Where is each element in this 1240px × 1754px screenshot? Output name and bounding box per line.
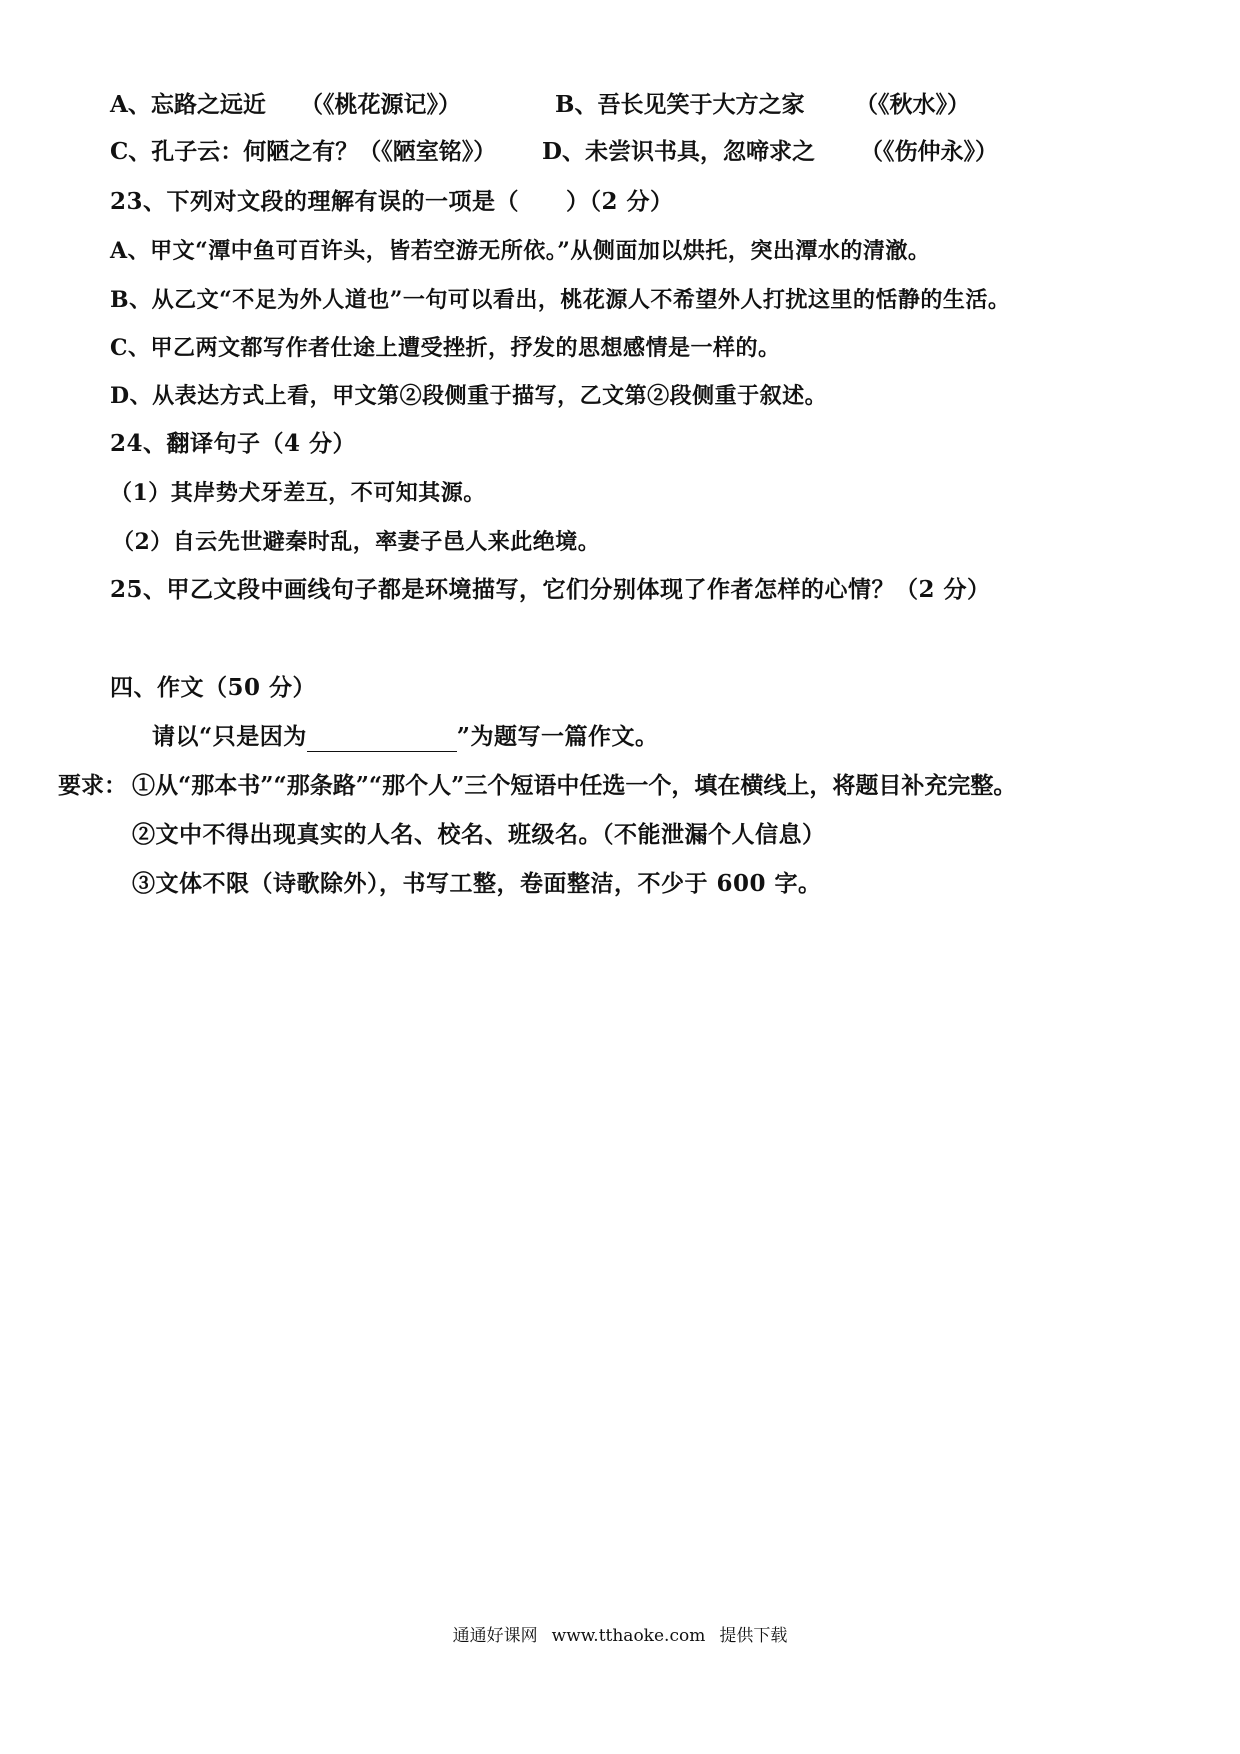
- essay-prompt: [152, 722, 658, 752]
- essay-prompt-after: ”为题写一篇作文。: [456, 723, 659, 750]
- q22-option-row-cd: [110, 137, 1210, 167]
- essay-title-blank: [307, 727, 457, 752]
- page-footer: [0, 1625, 1240, 1647]
- q22-option-b-text: B、吾长见笑于大方之家: [555, 91, 805, 118]
- q24-stem: 24、翻译句子（4 分）: [110, 430, 357, 457]
- q24-item-1: （1）其岸势犬牙差互，不可知其源。: [110, 480, 486, 506]
- q22-option-a-source: （《桃花源记》）: [300, 91, 461, 118]
- footer-tail: 提供下载: [719, 1626, 788, 1646]
- q22-option-d-source: （《伤仲永》）: [860, 138, 998, 165]
- q23-option-b: B、从乙文“不足为外人道也”一句可以看出，桃花源人不希望外人打扰这里的恬静的生活。: [110, 287, 1011, 313]
- essay-requirement-3: ③文体不限（诗歌除外），书写工整，卷面整洁，不少于 600 字。: [132, 870, 822, 897]
- essay-prompt-before: 请以“只是因为: [152, 723, 307, 750]
- essay-requirement-1-row: [58, 771, 1208, 801]
- q23-stem: 23、下列对文段的理解有误的一项是（ ）（2 分）: [110, 188, 674, 215]
- q22-option-a-text: A、忘路之远近: [110, 91, 266, 118]
- q22-option-row-ab: [110, 90, 1210, 120]
- q22-option-c-text: C、孔子云：何陋之有？（《陋室铭》）: [110, 138, 497, 165]
- essay-requirement-1: ①从“那本书”“那条路”“那个人”三个短语中任选一个，填在横线上，将题目补充完整。: [132, 772, 1017, 799]
- q22-option-d-text: D、未尝识书具，忽啼求之: [542, 138, 815, 165]
- q24-item-2: （2）自云先世避秦时乱，率妻子邑人来此绝境。: [112, 529, 601, 555]
- essay-requirements-label: 要求：: [58, 772, 127, 799]
- q22-option-b-source: （《秋水》）: [855, 91, 970, 118]
- essay-requirement-2: ②文中不得出现真实的人名、校名、班级名。（不能泄漏个人信息）: [132, 821, 826, 848]
- q23-option-c: C、甲乙两文都写作者仕途上遭受挫折，抒发的思想感情是一样的。: [110, 335, 781, 361]
- footer-url: www.tthaoke.com: [551, 1626, 706, 1646]
- q23-option-a: A、甲文“潭中鱼可百许头，皆若空游无所依。”从侧面加以烘托，突出潭水的清澈。: [110, 238, 931, 264]
- essay-heading: 四、作文（50 分）: [110, 674, 317, 701]
- footer-site-name: 通通好课网: [452, 1626, 538, 1646]
- q23-option-d: D、从表达方式上看，甲文第②段侧重于描写，乙文第②段侧重于叙述。: [110, 383, 828, 409]
- q25-stem: 25、甲乙文段中画线句子都是环境描写，它们分别体现了作者怎样的心情？（2 分）: [110, 576, 991, 603]
